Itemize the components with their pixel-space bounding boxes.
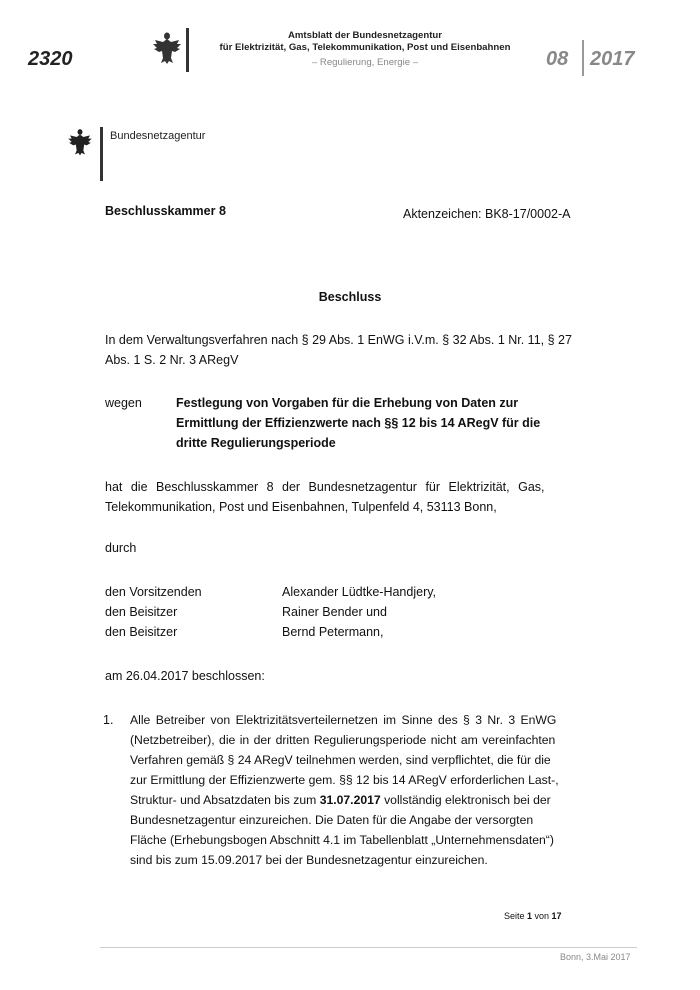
intro-paragraph — [105, 330, 572, 370]
item-1-text — [130, 710, 566, 870]
journal-title-line2: für Elektrizität, Gas, Telekommunikation, Post und Eisenbahnen — [219, 42, 511, 53]
intro-line: Abs. 1 S. 2 Nr. 3 ARegV — [105, 353, 239, 367]
members-list — [105, 582, 565, 642]
item-line: zur Ermittlung der Effizienzwerte gem. §§ 12 bis 14 ARegV erforderlichen Last-, — [130, 773, 559, 787]
subject-line: Ermittlung der Effizienzwerte nach §§ 12 bis 14 ARegV für die — [176, 416, 541, 430]
item-line: Fläche (Erhebungsbogen Abschnitt 4.1 im Tabellenblatt „Unternehmensdaten“) — [130, 833, 554, 847]
subject-line: Festlegung von Vorgaben für die Erhebung von Daten zur — [176, 396, 519, 410]
journal-title — [200, 30, 530, 54]
page-indicator — [504, 911, 562, 921]
item-line-part: Struktur- und Absatzdaten bis zum — [130, 793, 320, 807]
federal-eagle-icon — [152, 30, 182, 66]
file-reference: Aktenzeichen: BK8-17/0002-A — [403, 207, 571, 221]
member-row — [105, 602, 565, 622]
member-row — [105, 622, 565, 642]
agency-name: Bundesnetzagentur — [110, 130, 206, 142]
member-role: den Beisitzer — [105, 605, 178, 619]
decision-date: am 26.04.2017 beschlossen: — [105, 669, 265, 683]
chamber-line-text: hat die Beschlusskammer 8 der Bundesnetzagentur für Elektrizität, Gas, — [105, 480, 545, 494]
chamber-paragraph — [105, 477, 567, 517]
item-line: sind bis zum 15.09.2017 bei der Bundesnetzagentur einzureichen. — [130, 853, 488, 867]
wegen-label: wegen — [105, 396, 142, 410]
member-name: Rainer Bender und — [282, 605, 387, 619]
page-label: Seite — [504, 911, 528, 921]
member-name: Bernd Petermann, — [282, 625, 384, 639]
item-line: Bundesnetzagentur einzureichen. Die Daten für die Angabe der versorgten — [130, 813, 534, 827]
chamber-line: Telekommunikation, Post und Eisenbahnen, Tulpenfeld 4, 53113 Bonn, — [105, 500, 497, 514]
item-line: Verfahren gemäß § 24 ARegV teilnehmen werden, sind verpflichtet, die für die — [130, 753, 551, 767]
letterhead-divider — [100, 127, 103, 181]
issue-number: 08 — [546, 48, 569, 70]
page-number: 2320 — [28, 48, 73, 70]
member-role: den Beisitzer — [105, 625, 178, 639]
item-line — [130, 790, 566, 810]
journal-title-line1: Amtsblatt der Bundesnetzagentur — [287, 30, 443, 41]
item-line: (Netzbetreiber), die in der dritten Regulierungsperiode nicht am vereinfachten — [130, 733, 556, 747]
page-current: 1 — [527, 911, 533, 921]
chamber-line — [105, 477, 567, 497]
member-row — [105, 582, 565, 602]
subject-line: dritte Regulierungsperiode — [176, 436, 336, 450]
header-divider — [186, 28, 189, 72]
member-role: den Vorsitzenden — [105, 585, 202, 599]
federal-eagle-icon — [67, 127, 93, 157]
document-title: Beschluss — [318, 290, 382, 304]
chamber-name: Beschlusskammer 8 — [105, 204, 226, 218]
page-total: 17 — [551, 911, 562, 921]
footer-date: Bonn, 3.Mai 2017 — [560, 952, 631, 962]
issue-year: 2017 — [590, 48, 635, 70]
item-line: Alle Betreiber von Elektrizitätsverteilernetzen im Sinne des § 3 Nr. 3 EnWG — [130, 713, 557, 727]
intro-line: In dem Verwaltungsverfahren nach § 29 Abs. 1 EnWG i.V.m. § 32 Abs. 1 Nr. 11, § 27 — [105, 333, 572, 347]
member-name: Alexander Lüdtke-Handjery, — [282, 585, 437, 599]
issue-divider — [582, 40, 584, 76]
item-number: 1. — [103, 713, 114, 727]
footer-rule — [100, 947, 637, 948]
page-label: von — [532, 911, 552, 921]
item-line-part: vollständig elektronisch bei der — [380, 793, 551, 807]
durch-label: durch — [105, 541, 137, 555]
journal-subtitle: – Regulierung, Energie – — [311, 57, 419, 68]
deadline-date: 31.07.2017 — [319, 793, 381, 807]
subject-block — [176, 393, 566, 453]
